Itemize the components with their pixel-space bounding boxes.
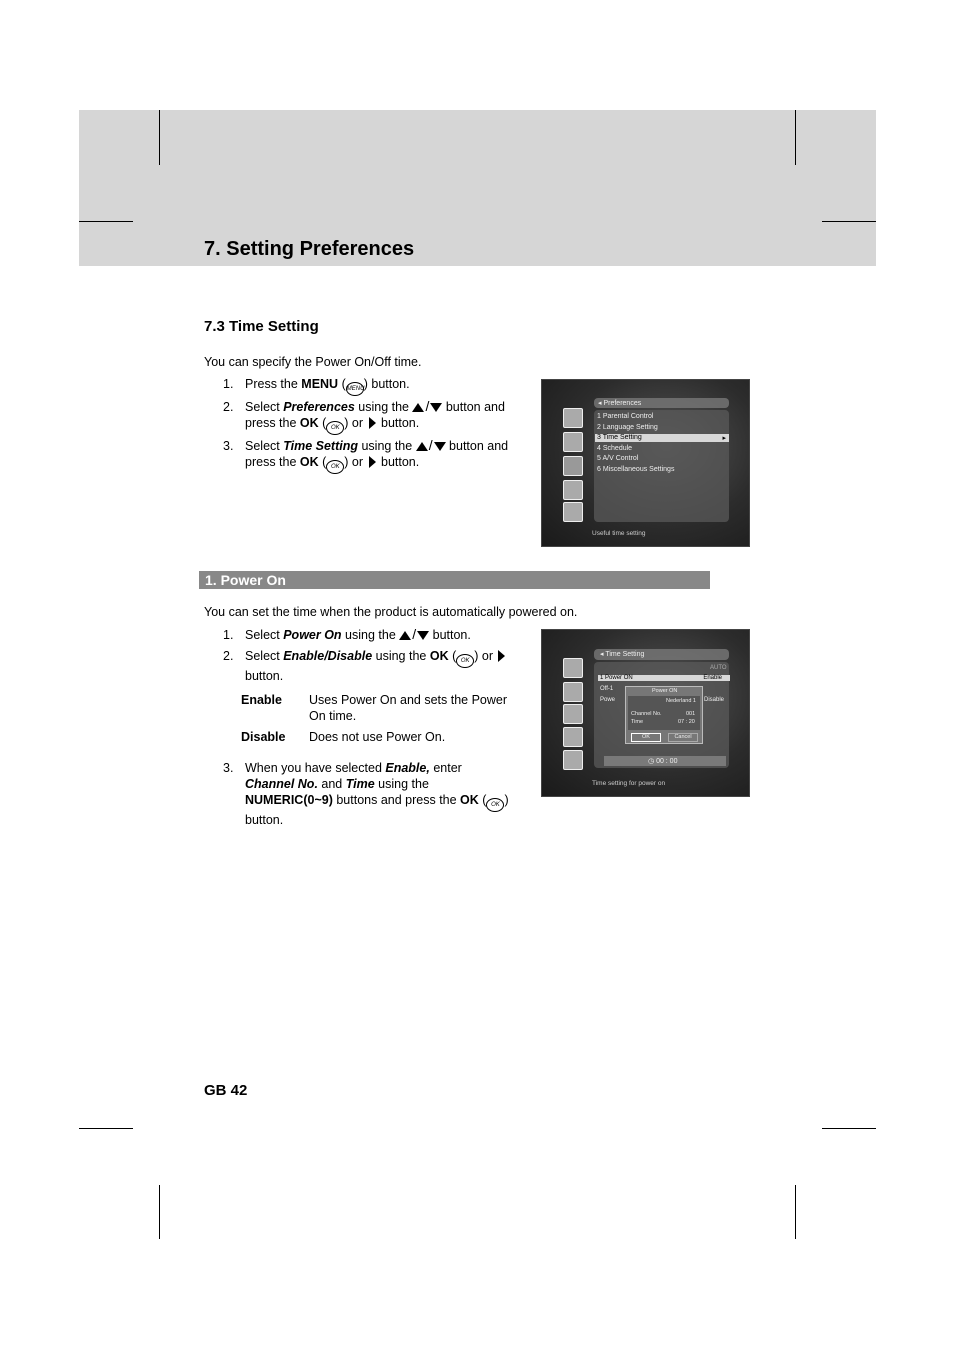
menu-value: Disable — [704, 697, 725, 703]
crop-mark — [159, 110, 160, 165]
tv-menu-icon — [563, 727, 583, 747]
ok-button-icon: OK — [456, 654, 474, 668]
right-arrow-icon — [498, 650, 505, 662]
popup-value: 07 : 20 — [678, 719, 695, 725]
menu-item-selected: 1 Power ON Enable — [598, 675, 730, 681]
section-title: 7.3 Time Setting — [204, 318, 319, 335]
screen-footer: Time setting for power on — [592, 780, 666, 787]
down-arrow-icon — [434, 442, 446, 451]
step-1: 1. Press the MENU (MENU) button. — [223, 376, 523, 396]
tv-menu-icon — [563, 480, 583, 500]
crop-mark — [159, 1185, 160, 1239]
page-number: GB 42 — [204, 1082, 248, 1099]
menu-item: 4 Schedule — [597, 445, 633, 452]
menu-button-icon: MENU — [346, 382, 364, 396]
popup-cancel-button[interactable]: Cancel — [668, 733, 698, 742]
power-step-3: 3. When you have selected Enable, enter Channel No. and Time using the NUMERIC(0~9) buttons and press the OK ( OK ) button. — [223, 761, 509, 827]
right-arrow-icon — [369, 417, 376, 429]
tv-menu-icon — [563, 502, 583, 522]
def-desc-enable: Uses Power On and sets the Power On time. — [309, 693, 508, 723]
ok-button-icon: OK — [326, 421, 344, 435]
popup-label: Time — [631, 719, 644, 725]
section-intro: You can specify the Power On/Off time. — [204, 355, 422, 369]
down-arrow-icon — [417, 631, 429, 640]
menu-item: 2 Language Setting — [597, 424, 658, 431]
power-step-1: 1. Select Power On using the / button. — [223, 626, 471, 642]
crop-mark — [822, 221, 876, 222]
crop-mark — [795, 1185, 796, 1239]
crop-mark — [822, 1128, 876, 1129]
popup-value: 001 — [686, 711, 696, 717]
subsection-bar: 1. Power On — [199, 571, 710, 589]
down-arrow-icon — [430, 403, 442, 412]
up-arrow-icon — [412, 403, 424, 412]
crop-mark — [79, 1128, 133, 1129]
tv-menu-icon — [563, 658, 583, 678]
power-on-popup — [625, 686, 703, 744]
menu-item: 1 Parental Control — [597, 413, 654, 420]
def-term-disable: Disable — [241, 730, 286, 744]
subsection-intro: You can set the time when the product is automatically powered on. — [204, 605, 578, 619]
menu-item: Powe — [600, 697, 616, 703]
popup-ok-button[interactable]: OK — [631, 733, 661, 742]
crop-mark — [795, 110, 796, 165]
right-arrow-icon — [369, 456, 376, 468]
preferences-screenshot — [541, 379, 750, 547]
popup-title: Power ON — [652, 688, 678, 694]
popup-label: Channel No. — [631, 711, 662, 717]
step-3: 3. Select Time Setting using the / button and press the OK ( OK ) or button. — [223, 437, 533, 474]
screen-footer: Useful time setting — [592, 530, 646, 537]
clock-display: ◷ 00 : 00 — [648, 758, 678, 765]
tv-menu-icon — [563, 456, 583, 476]
ok-button-icon: OK — [326, 460, 344, 474]
screen-header: ◂ Preferences — [598, 400, 642, 407]
page-title: 7. Setting Preferences — [204, 238, 415, 260]
def-term-enable: Enable — [241, 693, 282, 707]
menu-item: Off-1 — [600, 686, 614, 692]
tv-menu-icon — [563, 704, 583, 724]
time-setting-screenshot — [541, 629, 750, 797]
tv-menu-icon — [563, 682, 583, 702]
step-2: 2. Select Preferences using the / button and press the OK ( OK ) or button. — [223, 398, 533, 435]
up-arrow-icon — [399, 631, 411, 640]
popup-channel-name: Nederland 1 — [666, 698, 696, 704]
menu-item: 6 Miscellaneous Settings — [597, 466, 675, 473]
tv-menu-icon — [563, 408, 583, 428]
power-step-2: 2. Select Enable/Disable using the OK ( OK ) or button. — [223, 648, 533, 684]
menu-value: AUTO — [710, 665, 727, 671]
menu-item-selected: 3 Time Setting ▸ — [595, 434, 729, 442]
tv-menu-icon — [563, 750, 583, 770]
header-band — [79, 110, 876, 266]
menu-item: 5 A/V Control — [597, 455, 639, 462]
crop-mark — [79, 221, 133, 222]
def-desc-disable: Does not use Power On. — [309, 730, 446, 744]
ok-button-icon: OK — [486, 798, 504, 812]
tv-menu-icon — [563, 432, 583, 452]
screen-header: ◂ Time Setting — [600, 651, 645, 658]
up-arrow-icon — [416, 442, 428, 451]
